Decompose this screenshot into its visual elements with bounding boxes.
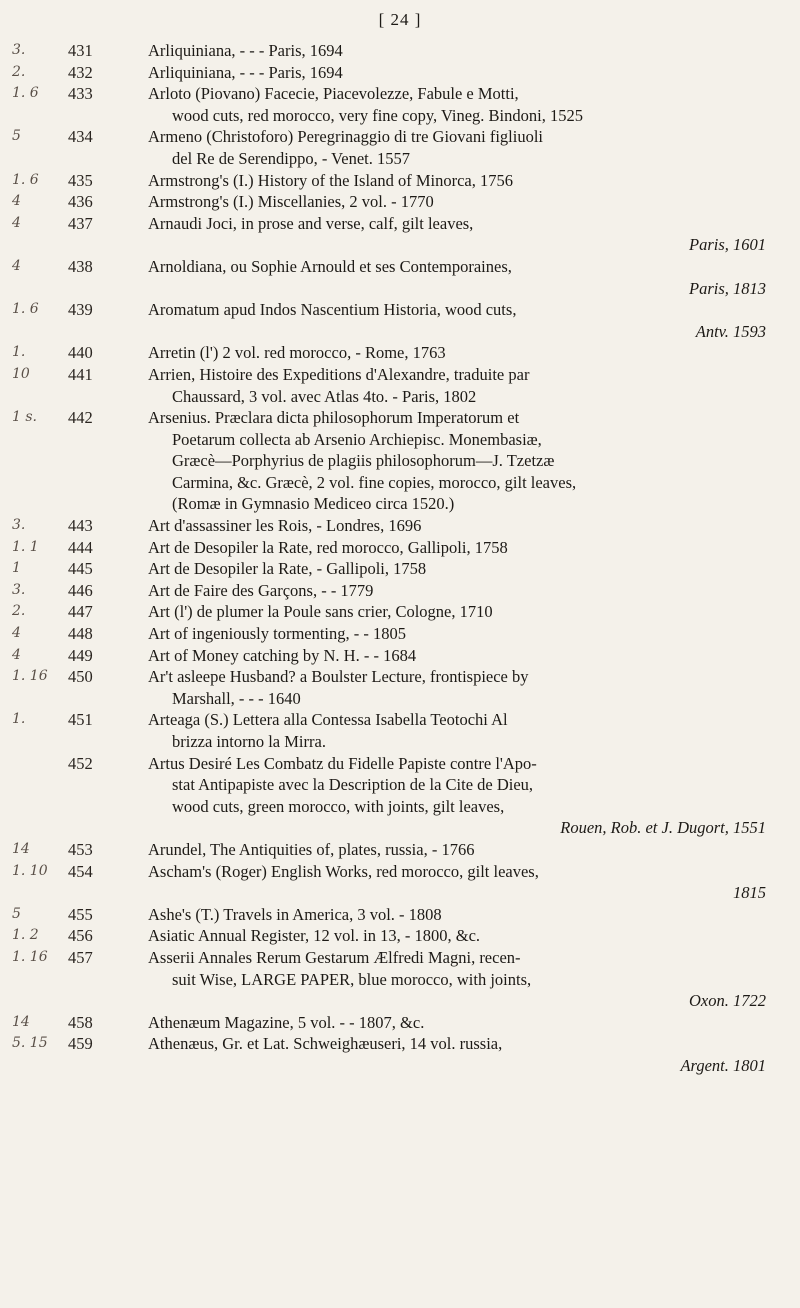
entry-description	[148, 839, 766, 861]
lot-number-text: 434	[68, 127, 93, 147]
price-note: 14	[12, 840, 30, 857]
lot-number	[68, 83, 148, 105]
lot-number-text: 449	[68, 645, 93, 665]
catalogue-entry	[0, 537, 800, 559]
lot-number	[68, 62, 148, 84]
entry-description	[148, 537, 766, 559]
entry-description	[148, 904, 766, 926]
price-note: 1 s.	[12, 409, 37, 426]
entry-line: Arnoldiana, ou Sophie Arnould et ses Contemporaines,	[148, 256, 512, 276]
entry-description	[148, 342, 766, 364]
entry-description	[148, 623, 766, 645]
lot-number	[68, 558, 148, 580]
entry-description	[148, 1012, 766, 1034]
entry-description	[148, 861, 766, 904]
entry-description	[148, 515, 766, 537]
lot-number-text: 447	[68, 602, 93, 622]
entry-description	[148, 558, 766, 580]
page-number: [ 24 ]	[378, 10, 422, 29]
entry-line: Art (l') de plumer la Poule sans crier, Cologne, 1710	[148, 602, 493, 622]
lot-number	[68, 256, 148, 278]
entry-description	[148, 40, 766, 62]
catalogue-entry	[0, 709, 800, 752]
lot-number	[68, 601, 148, 623]
entry-line: Arsenius. Præclara dicta philosophorum Imperatorum et	[148, 408, 520, 428]
entry-line: Asiatic Annual Register, 12 vol. in 13, - 1800, &c.	[148, 926, 481, 946]
entry-line: wood cuts, red morocco, very fine copy, Vineg. Bindoni, 1525	[172, 105, 583, 125]
entry-line: Argent. 1801	[680, 1055, 766, 1075]
catalogue-entry	[0, 170, 800, 192]
lot-number-text: 443	[68, 516, 93, 536]
entry-line: Arteaga (S.) Lettera alla Contessa Isabella Teotochi Al	[148, 710, 508, 730]
catalogue-entry	[0, 83, 800, 126]
lot-number-text: 456	[68, 926, 93, 946]
entry-line: Arundel, The Antiquities of, plates, russia, - 1766	[148, 839, 475, 859]
entry-description	[148, 170, 766, 192]
lot-number-text: 454	[68, 861, 93, 881]
lot-number-text: 450	[68, 667, 93, 687]
catalogue-entry	[0, 40, 800, 62]
entry-line: 1815	[733, 883, 766, 903]
lot-number-text: 440	[68, 343, 93, 363]
entry-description	[148, 925, 766, 947]
price-note: 1. 6	[12, 171, 39, 188]
entry-description	[148, 645, 766, 667]
price-note: 1. 6	[12, 85, 39, 102]
price-note: 4	[12, 214, 21, 231]
catalogue-entry	[0, 839, 800, 861]
lot-number-text: 457	[68, 947, 93, 967]
catalogue-entry	[0, 904, 800, 926]
lot-number	[68, 126, 148, 148]
price-note: 3.	[12, 581, 26, 598]
catalogue-entry	[0, 213, 800, 256]
entry-line: suit Wise, LARGE PAPER, blue morocco, with joints,	[172, 969, 532, 989]
lot-number	[68, 925, 148, 947]
entry-line: Armeno (Christoforo) Peregrinaggio di tre Giovani figliuoli	[148, 127, 544, 147]
lot-number-text: 444	[68, 537, 93, 557]
lot-number	[68, 839, 148, 861]
catalogue-entry	[0, 407, 800, 515]
price-note: 1. 2	[12, 927, 39, 944]
entry-line: Artus Desiré Les Combatz du Fidelle Papiste contre l'Apo-	[148, 753, 537, 773]
entry-line: Athenæus, Gr. et Lat. Schweighæuseri, 14 vol. russia,	[148, 1034, 503, 1054]
price-note: 3.	[12, 517, 26, 534]
entry-line: Arliquiniana, - - - Paris, 1694	[148, 41, 343, 60]
price-note: 1	[12, 560, 21, 577]
price-note: 5. 15	[12, 1035, 48, 1052]
catalogue-entry	[0, 753, 800, 839]
price-note: 1. 10	[12, 862, 48, 879]
entry-description	[148, 256, 766, 299]
entry-description	[148, 947, 766, 1012]
catalogue-entry	[0, 256, 800, 299]
price-note: 14	[12, 1013, 30, 1030]
price-note: 1. 16	[12, 948, 48, 965]
entry-description	[148, 191, 766, 213]
entry-description	[148, 580, 766, 602]
lot-number	[68, 40, 148, 62]
catalogue-entry	[0, 580, 800, 602]
lot-number-text: 446	[68, 580, 93, 600]
lot-number	[68, 623, 148, 645]
lot-number-text: 441	[68, 364, 93, 384]
catalogue-entry	[0, 1033, 800, 1076]
entry-line: Art of ingeniously tormenting, - - 1805	[148, 624, 407, 644]
entry-line: Ar't asleepe Husband? a Boulster Lecture, frontispiece by	[148, 667, 529, 687]
lot-number	[68, 407, 148, 429]
lot-number-text: 436	[68, 192, 93, 212]
price-note: 2.	[12, 603, 26, 620]
entry-line: Poetarum collecta ab Arsenio Archiepisc. Monembasiæ,	[172, 429, 542, 449]
lot-number	[68, 580, 148, 602]
catalogue-entry	[0, 861, 800, 904]
entry-line: del Re de Serendippo, - Venet. 1557	[172, 148, 410, 168]
lot-number	[68, 666, 148, 688]
lot-number-text: 452	[68, 753, 93, 773]
price-note: 4	[12, 257, 21, 274]
entry-description	[148, 666, 766, 709]
price-note: 10	[12, 365, 30, 382]
lot-number-text: 458	[68, 1012, 93, 1032]
entry-line: Art de Desopiler la Rate, red morocco, Gallipoli, 1758	[148, 537, 508, 557]
lot-number	[68, 342, 148, 364]
lot-number	[68, 213, 148, 235]
lot-number	[68, 191, 148, 213]
entry-description	[148, 1033, 766, 1076]
entry-line: Armstrong's (I.) History of the Island of Minorca, 1756	[148, 170, 513, 190]
lot-number-text: 439	[68, 300, 93, 320]
lot-number-text: 442	[68, 408, 93, 428]
catalogue-entry	[0, 601, 800, 623]
lot-number-text: 453	[68, 839, 93, 859]
lot-number-text: 433	[68, 84, 93, 104]
lot-number	[68, 1012, 148, 1034]
entry-line: Art de Desopiler la Rate, - Gallipoli, 1758	[148, 559, 427, 579]
catalogue-entry	[0, 62, 800, 84]
entry-line: Græcè—Porphyrius de plagiis philosophorum—J. Tzetzæ	[172, 451, 555, 471]
entry-line: Rouen, Rob. et J. Dugort, 1551	[560, 818, 766, 838]
lot-number-text: 445	[68, 559, 93, 579]
lot-number	[68, 753, 148, 775]
price-note: 1. 1	[12, 538, 39, 555]
lot-number	[68, 947, 148, 969]
catalogue-entry	[0, 342, 800, 364]
lot-number	[68, 1033, 148, 1055]
catalogue-entry	[0, 623, 800, 645]
entry-line: Oxon. 1722	[689, 991, 766, 1011]
catalogue-list	[0, 40, 800, 1077]
lot-number-text: 455	[68, 904, 93, 924]
entry-line: wood cuts, green morocco, with joints, gilt leaves,	[172, 796, 505, 816]
lot-number-text: 451	[68, 710, 93, 730]
catalogue-entry	[0, 364, 800, 407]
price-note: 4	[12, 646, 21, 663]
entry-line: Art de Faire des Garçons, - - 1779	[148, 580, 374, 600]
lot-number-text: 431	[68, 41, 93, 60]
entry-line: Arrien, Histoire des Expeditions d'Alexandre, traduite par	[148, 364, 530, 384]
lot-number	[68, 645, 148, 667]
catalogue-entry	[0, 1012, 800, 1034]
entry-description	[148, 601, 766, 623]
catalogue-entry	[0, 666, 800, 709]
lot-number-text: 448	[68, 624, 93, 644]
entry-line: Marshall, - - - 1640	[172, 688, 301, 708]
entry-line: Aromatum apud Indos Nascentium Historia, wood cuts,	[148, 300, 517, 320]
entry-description	[148, 126, 766, 169]
entry-line: Athenæum Magazine, 5 vol. - - 1807, &c.	[148, 1012, 425, 1032]
entry-line: Ascham's (Roger) English Works, red morocco, gilt leaves,	[148, 861, 539, 881]
entry-line: Arnaudi Joci, in prose and verse, calf, gilt leaves,	[148, 213, 474, 233]
lot-number-text: 459	[68, 1034, 93, 1054]
lot-number	[68, 861, 148, 883]
price-note: 1.	[12, 711, 26, 728]
price-note: 1. 16	[12, 668, 48, 685]
entry-line: Chaussard, 3 vol. avec Atlas 4to. - Paris, 1802	[172, 386, 477, 406]
catalogue-entry	[0, 947, 800, 1012]
entry-line: Carmina, &c. Græcè, 2 vol. fine copies, morocco, gilt leaves,	[172, 472, 577, 492]
entry-description	[148, 753, 766, 839]
lot-number	[68, 299, 148, 321]
lot-number-text: 438	[68, 256, 93, 276]
catalogue-entry	[0, 645, 800, 667]
entry-line: stat Antipapiste avec la Description de la Cite de Dieu,	[172, 775, 534, 795]
catalogue-entry	[0, 126, 800, 169]
entry-line: brizza intorno la Mirra.	[172, 732, 326, 751]
catalogue-entry	[0, 558, 800, 580]
price-note: 2.	[12, 63, 26, 80]
lot-number-text: 435	[68, 170, 93, 190]
entry-description	[148, 364, 766, 407]
lot-number	[68, 515, 148, 537]
lot-number	[68, 170, 148, 192]
entry-description	[148, 62, 766, 84]
catalogue-entry	[0, 299, 800, 342]
price-note: 5	[12, 128, 21, 145]
price-note: 1. 6	[12, 301, 39, 318]
entry-line: Armstrong's (I.) Miscellanies, 2 vol. - 1770	[148, 192, 434, 212]
entry-line: Art d'assassiner les Rois, - Londres, 1696	[148, 516, 422, 536]
price-note: 5	[12, 905, 21, 922]
entry-line: Art of Money catching by N. H. - - 1684	[148, 645, 417, 665]
entry-line: Paris, 1601	[688, 235, 766, 255]
entry-line: Arloto (Piovano) Facecie, Piacevolezze, Fabule e Motti,	[148, 84, 519, 104]
lot-number-text: 437	[68, 213, 93, 233]
entry-description	[148, 709, 766, 752]
price-note: 3.	[12, 42, 26, 58]
entry-description	[148, 213, 766, 256]
lot-number	[68, 904, 148, 926]
entry-line: Asserii Annales Rerum Gestarum Ælfredi Magni, recen-	[148, 947, 521, 967]
catalogue-entry	[0, 515, 800, 537]
entry-description	[148, 407, 766, 515]
entry-line: Paris, 1813	[688, 278, 766, 298]
entry-line: Ashe's (T.) Travels in America, 3 vol. - 1808	[148, 904, 442, 924]
lot-number	[68, 709, 148, 731]
entry-description	[148, 83, 766, 126]
entry-line: Antv. 1593	[695, 321, 766, 341]
price-note: 1.	[12, 344, 26, 361]
price-note: 4	[12, 193, 21, 210]
catalogue-entry	[0, 925, 800, 947]
catalogue-entry	[0, 191, 800, 213]
entry-line: Arliquiniana, - - - Paris, 1694	[148, 62, 343, 82]
price-note: 4	[12, 625, 21, 642]
lot-number	[68, 364, 148, 386]
entry-description	[148, 299, 766, 342]
lot-number-text: 432	[68, 62, 93, 82]
entry-line: Arretin (l') 2 vol. red morocco, - Rome, 1763	[148, 343, 446, 363]
entry-line: (Romæ in Gymnasio Mediceo circa 1520.)	[172, 494, 455, 514]
lot-number	[68, 537, 148, 559]
